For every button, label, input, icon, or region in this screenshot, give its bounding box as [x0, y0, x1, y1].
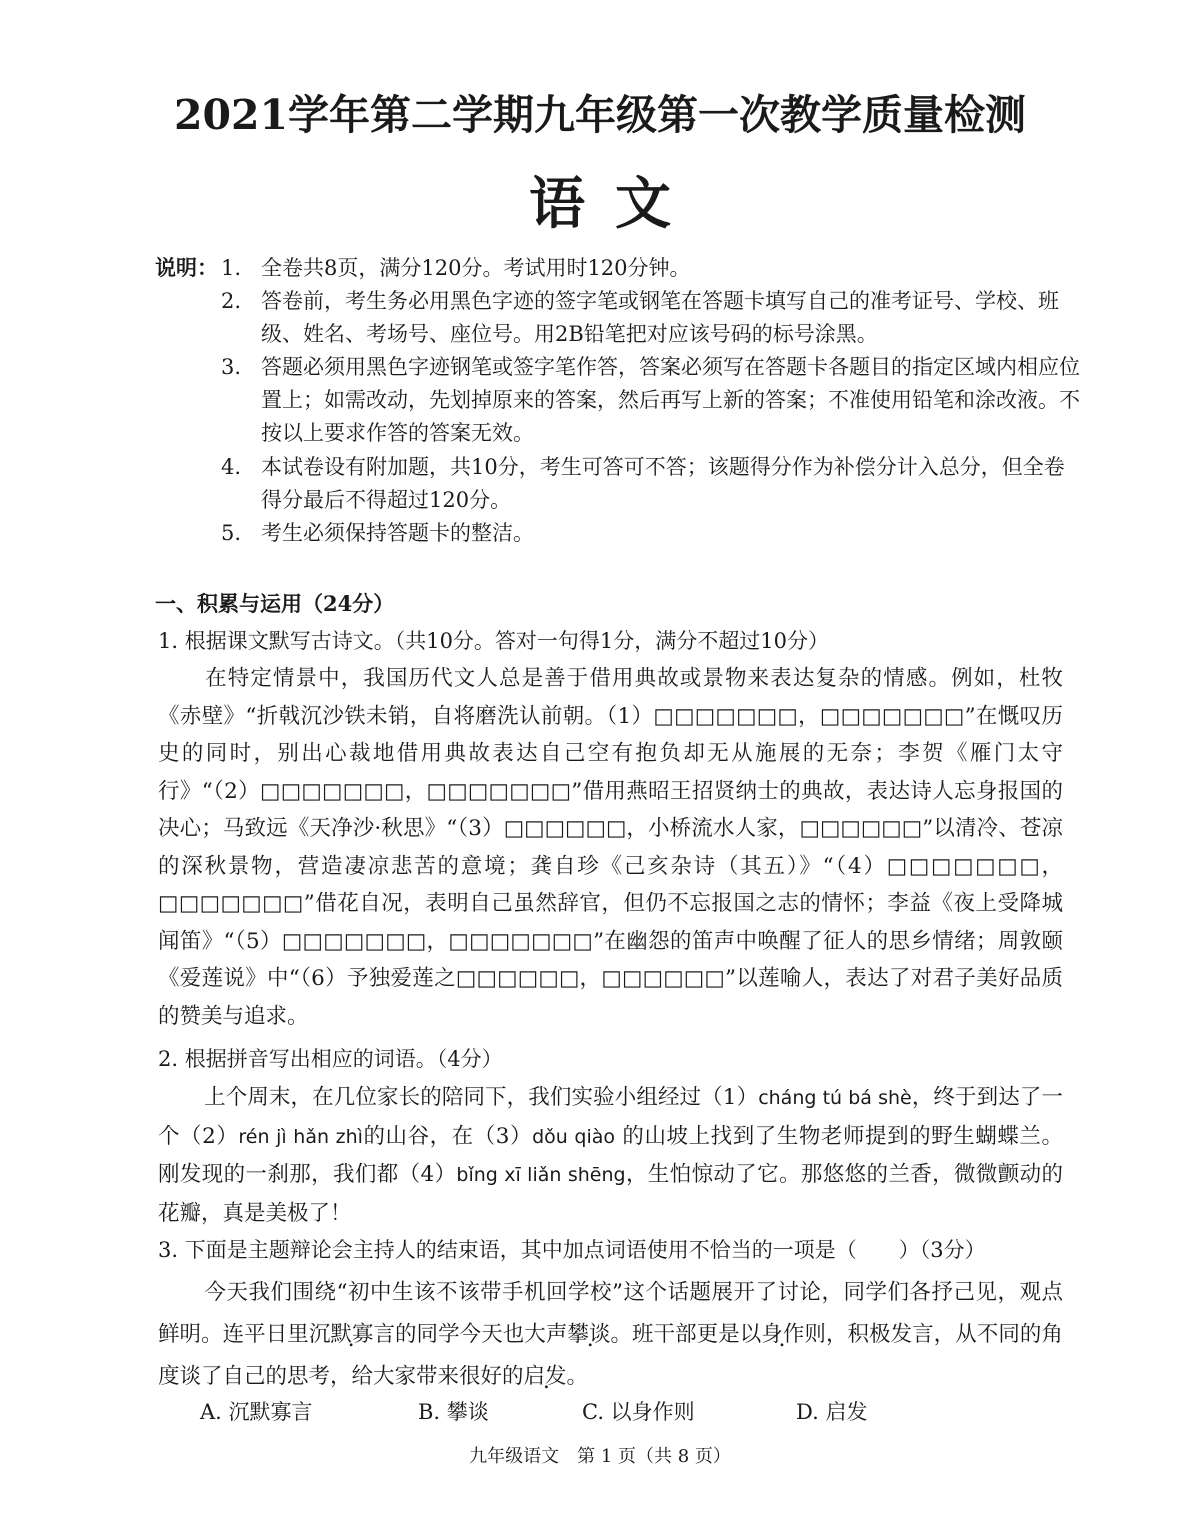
passage-text: ，终于到达了一个（2）: [158, 1085, 1063, 1149]
instruction-item: [221, 451, 1081, 517]
option-a: A. 沉默寡言: [200, 1400, 313, 1424]
instruction-number: 4.: [221, 455, 242, 479]
question-1-text: 在特定情景中，我国历代文人总是善于借用典故或景物来表达复杂的情感。例如，杜牧《赤壁》“折戟沉沙铁未销，自将磨洗认前朝。（1）□□□□□□□，□□□□□□□”在慨叹历史的同时，别出心裁地借用典故表达自己空有抱负却无从施展的无奈；李贺《雁门太守行》“（2）□□□□□□□，□□□□□□□”借用燕昭王招贤纳士的典故，表达诗人忘身报国的决心；马致远《天净沙·秋思》“（3）□□□□□□，小桥流水人家，□□□□□□”以清冷、苍凉的深秋景物，营造凄凉悲苦的意境；龚自珍《己亥杂诗（其五）》“（4）□□□□□□□，□□□□□□□”借花自况，表明自己虽然辞官，但仍不忘报国之志的情怀；李益《夜上受降城闻笛》“（5）□□□□□□□，□□□□□□□”在幽怨的笛声中唤醒了征人的思乡情绪；周敦颐《爱莲说》中“（6）予独爱莲之□□□□□□，□□□□□□”以莲喻人，表达了对君子美好品质的赞美与追求。: [158, 666, 1063, 1029]
passage-text: 的同学今天也大声: [395, 1322, 568, 1347]
passage-text: 。班干部更是: [610, 1322, 740, 1347]
dotted-word: 以身作则 .: [740, 1322, 826, 1347]
instruction-text: 答卷前，考生务必用黑色字迹的签字笔或钢笔在答题卡填写自己的准考证号、学校、班级、姓名、考场号、座位号。用2B铅笔把对应该号码的标号涂黑。: [261, 289, 1059, 346]
section-heading: 一、积累与运用（24分）: [155, 591, 395, 616]
option-b: B. 攀谈: [418, 1400, 489, 1424]
pinyin-4: bǐng xī liǎn shēng: [456, 1164, 626, 1186]
instruction-item: [221, 351, 1081, 450]
pinyin-3: dǒu qiào: [532, 1125, 616, 1148]
passage-text: 。: [566, 1364, 589, 1389]
instruction-number: 3.: [221, 355, 242, 379]
passage-text: 的山坡上找到了生物老师提到的野生蝴蝶兰。刚发现的一刹那，我们都（4）: [158, 1123, 1063, 1187]
instructions-label: 说明：: [155, 255, 218, 280]
option-c: C. 以身作则: [582, 1400, 695, 1424]
dotted-word: 沉默寡言 .: [309, 1322, 395, 1347]
passage-text: ，生怕惊动了它。那悠悠的兰香，微微颤动的花瓣，真是美极了！: [158, 1162, 1064, 1226]
pinyin-2: rén jì hǎn zhì: [238, 1125, 363, 1148]
question-3-stem: 3. 下面是主题辩论会主持人的结束语，其中加点词语使用不恰当的一项是（ ）（3分）: [158, 1238, 986, 1262]
question-2-passage: [158, 1079, 1063, 1232]
instruction-text: 考生必须保持答题卡的整洁。: [261, 521, 534, 545]
instruction-text: 答题必须用黑色字迹钢笔或签字笔作答，答案必须写在答题卡各题目的指定区域内相应位置上；如需改动，先划掉原来的答案，然后再写上新的答案；不准使用铅笔和涂改液。不按以上要求作答的答案无效。: [261, 355, 1080, 445]
pinyin-1: cháng tú bá shè: [758, 1087, 912, 1109]
passage-text: 上个周末，在几位家长的陪同下，我们实验小组经过（1）: [204, 1085, 759, 1110]
question-3-passage: [158, 1272, 1063, 1398]
instruction-number: 2.: [221, 289, 242, 313]
instruction-text: 本试卷设有附加题，共10分，考生可答可不答；该题得分作为补偿分计入总分，但全卷得分最后不得超过120分。: [261, 455, 1065, 512]
instruction-item: [221, 285, 1081, 351]
question-1-passage: [158, 660, 1063, 1035]
passage-text: 今天我们围绕“初中生该不该带手机回学校”这个话题展开了讨论，同学们各抒己见，观点鲜明。连平日里: [158, 1280, 1063, 1347]
option-d: D. 启发: [796, 1400, 868, 1424]
instruction-item: [221, 517, 1081, 550]
subject-title: 语文: [529, 171, 701, 237]
exam-title: 2021学年第二学期九年级第一次教学质量检测: [173, 91, 1027, 139]
question-2-stem: 2. 根据拼音写出相应的词语。（4分）: [158, 1047, 503, 1071]
instruction-item: [221, 252, 1081, 285]
instruction-number: 5.: [221, 521, 242, 545]
dotted-word: 攀谈 .: [567, 1322, 610, 1347]
instruction-number: 1.: [221, 256, 242, 280]
dotted-word: 启发 .: [524, 1364, 567, 1389]
page-footer: 九年级语文 第 1 页（共 8 页）: [469, 1446, 731, 1467]
passage-text: ，积极发言，从不同的角度谈了自己的思考，给大家带来很好的: [158, 1322, 1063, 1389]
question-1-stem: 1. 根据课文默写古诗文。（共10分。答对一句得1分，满分不超过10分）: [158, 629, 830, 653]
instruction-text: 全卷共8页，满分120分。考试用时120分钟。: [261, 256, 691, 280]
passage-text: 的山谷，在（3）: [362, 1123, 533, 1149]
